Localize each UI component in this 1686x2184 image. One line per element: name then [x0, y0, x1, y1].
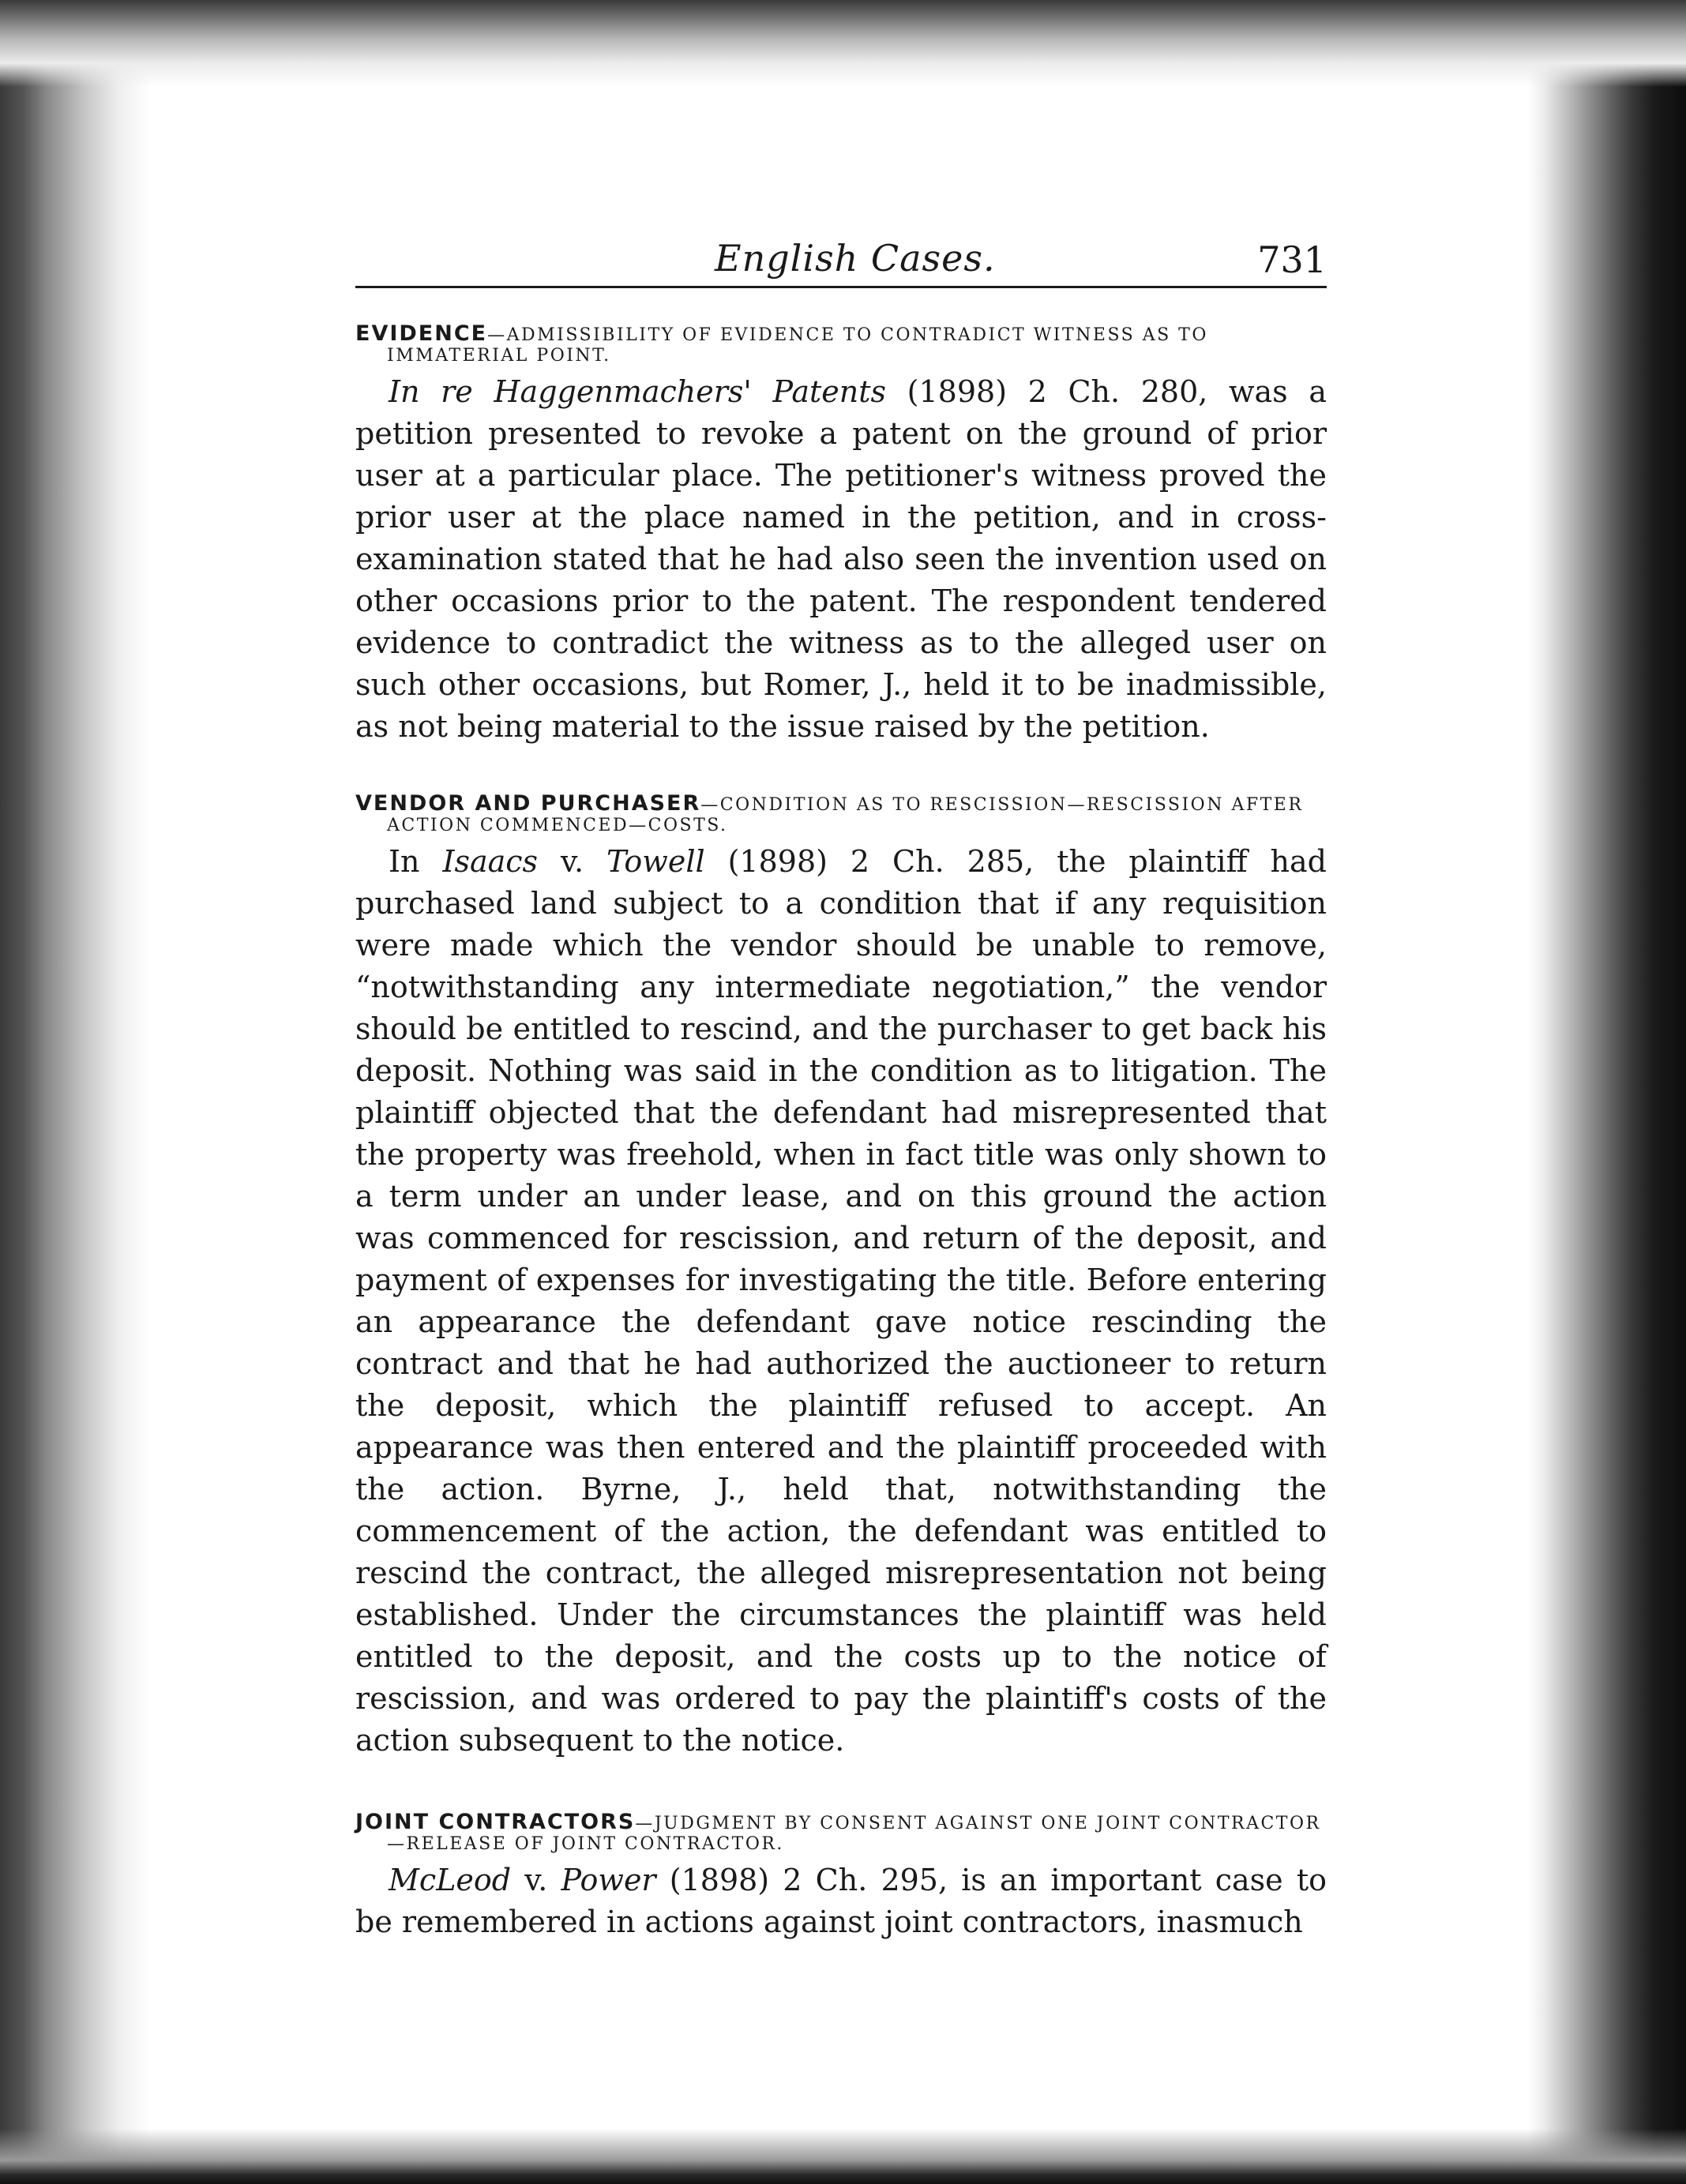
scan-edge-left	[0, 0, 150, 2184]
section-heading	[355, 321, 1327, 366]
section-heading	[355, 791, 1327, 836]
scan-edge-bottom	[0, 2129, 1686, 2184]
case-party-b: Towell	[606, 844, 705, 879]
scan-edge-top	[0, 0, 1686, 87]
section-subtopic: —ADMISSIBILITY OF EVIDENCE TO CONTRADICT WITNESS AS TO IMMATERIAL POINT.	[387, 325, 1208, 366]
case-name: In re Haggenmachers' Patents	[389, 374, 887, 409]
section-subtopic: —CONDITION AS TO RESCISSION—RESCISSION AFTER ACTION COMMENCED—COSTS.	[387, 795, 1304, 835]
case-party-a: Isaacs	[442, 844, 539, 879]
case-party-a: McLeod	[389, 1863, 512, 1897]
scan-edge-right	[1528, 0, 1686, 2184]
page-number: 731	[1257, 238, 1327, 281]
book-page	[355, 237, 1327, 1939]
paragraph-text: (1898) 2 Ch. 295, is an important case to be remembered in actions against joint contractors, inasmuch	[355, 1863, 1327, 1939]
paragraph-intro: In	[389, 844, 443, 879]
section-paragraph	[355, 1859, 1327, 1943]
section-topic: JOINT CONTRACTORS	[355, 1810, 636, 1834]
case-party-b: Power	[561, 1863, 656, 1897]
paragraph-text: (1898) 2 Ch. 280, was a petition presented to revoke a patent on the ground of prior user at a particular place. The petitioner's witness proved the prior user at the place named in the petition, and in cross-examination stated that he had also seen the invention used on other occasions prior to the patent. The respondent tendered evidence to contradict the witness as to the alleged user on such other occasions, but Romer, J., held it to be inadmissible, as not being material to the issue raised by the petition.	[355, 374, 1327, 744]
section-subtopic: —JUDGMENT BY CONSENT AGAINST ONE JOINT CONTRACTOR—RELEASE OF JOINT CONTRACTOR.	[387, 1814, 1321, 1854]
running-head	[355, 237, 1327, 292]
section-heading	[355, 1812, 1327, 1855]
section-evidence	[355, 321, 1327, 748]
header-rule	[355, 286, 1327, 288]
section-topic: VENDOR AND PURCHASER	[355, 791, 701, 816]
section-paragraph	[355, 841, 1327, 1762]
paragraph-text: (1898) 2 Ch. 285, the plaintiff had purchased land subject to a condition that if any requisition were made which the vendor should be unable to remove, “notwithstanding any intermediate negotiation,” the vendor should be entitled to rescind, and the purchaser to get back his deposit. Nothing was said in the condition as to litigation. The plaintiff objected that the defendant had misrepresented that the property was freehold, when in fact title was only shown to a term under an under lease, and on this ground the action was commenced for rescission, and return of the deposit, and payment of expenses for investigating the title. Before entering an appearance the defendant gave notice rescinding the contract and that he had authorized the auctioneer to return the deposit, which the plaintiff refused to accept. An appearance was then entered and the plaintiff proceeded with the action. Byrne, J., held that, notwithstanding the commencement of the action, the defendant was entitled to rescind the contract, the alleged misrepresentation not being established. Under the circumstances the plaintiff was held entitled to the deposit, and the costs up to the notice of rescission, and was ordered to pay the plaintiff's costs of the action subsequent to the notice.	[355, 844, 1327, 1758]
section-joint-contractors	[355, 1812, 1327, 1943]
section-vendor-and-purchaser	[355, 791, 1327, 1762]
running-title: English Cases.	[715, 237, 996, 280]
section-paragraph	[355, 371, 1327, 748]
case-versus: v.	[538, 844, 607, 879]
case-versus: v.	[511, 1863, 561, 1897]
section-topic: EVIDENCE	[355, 321, 488, 346]
